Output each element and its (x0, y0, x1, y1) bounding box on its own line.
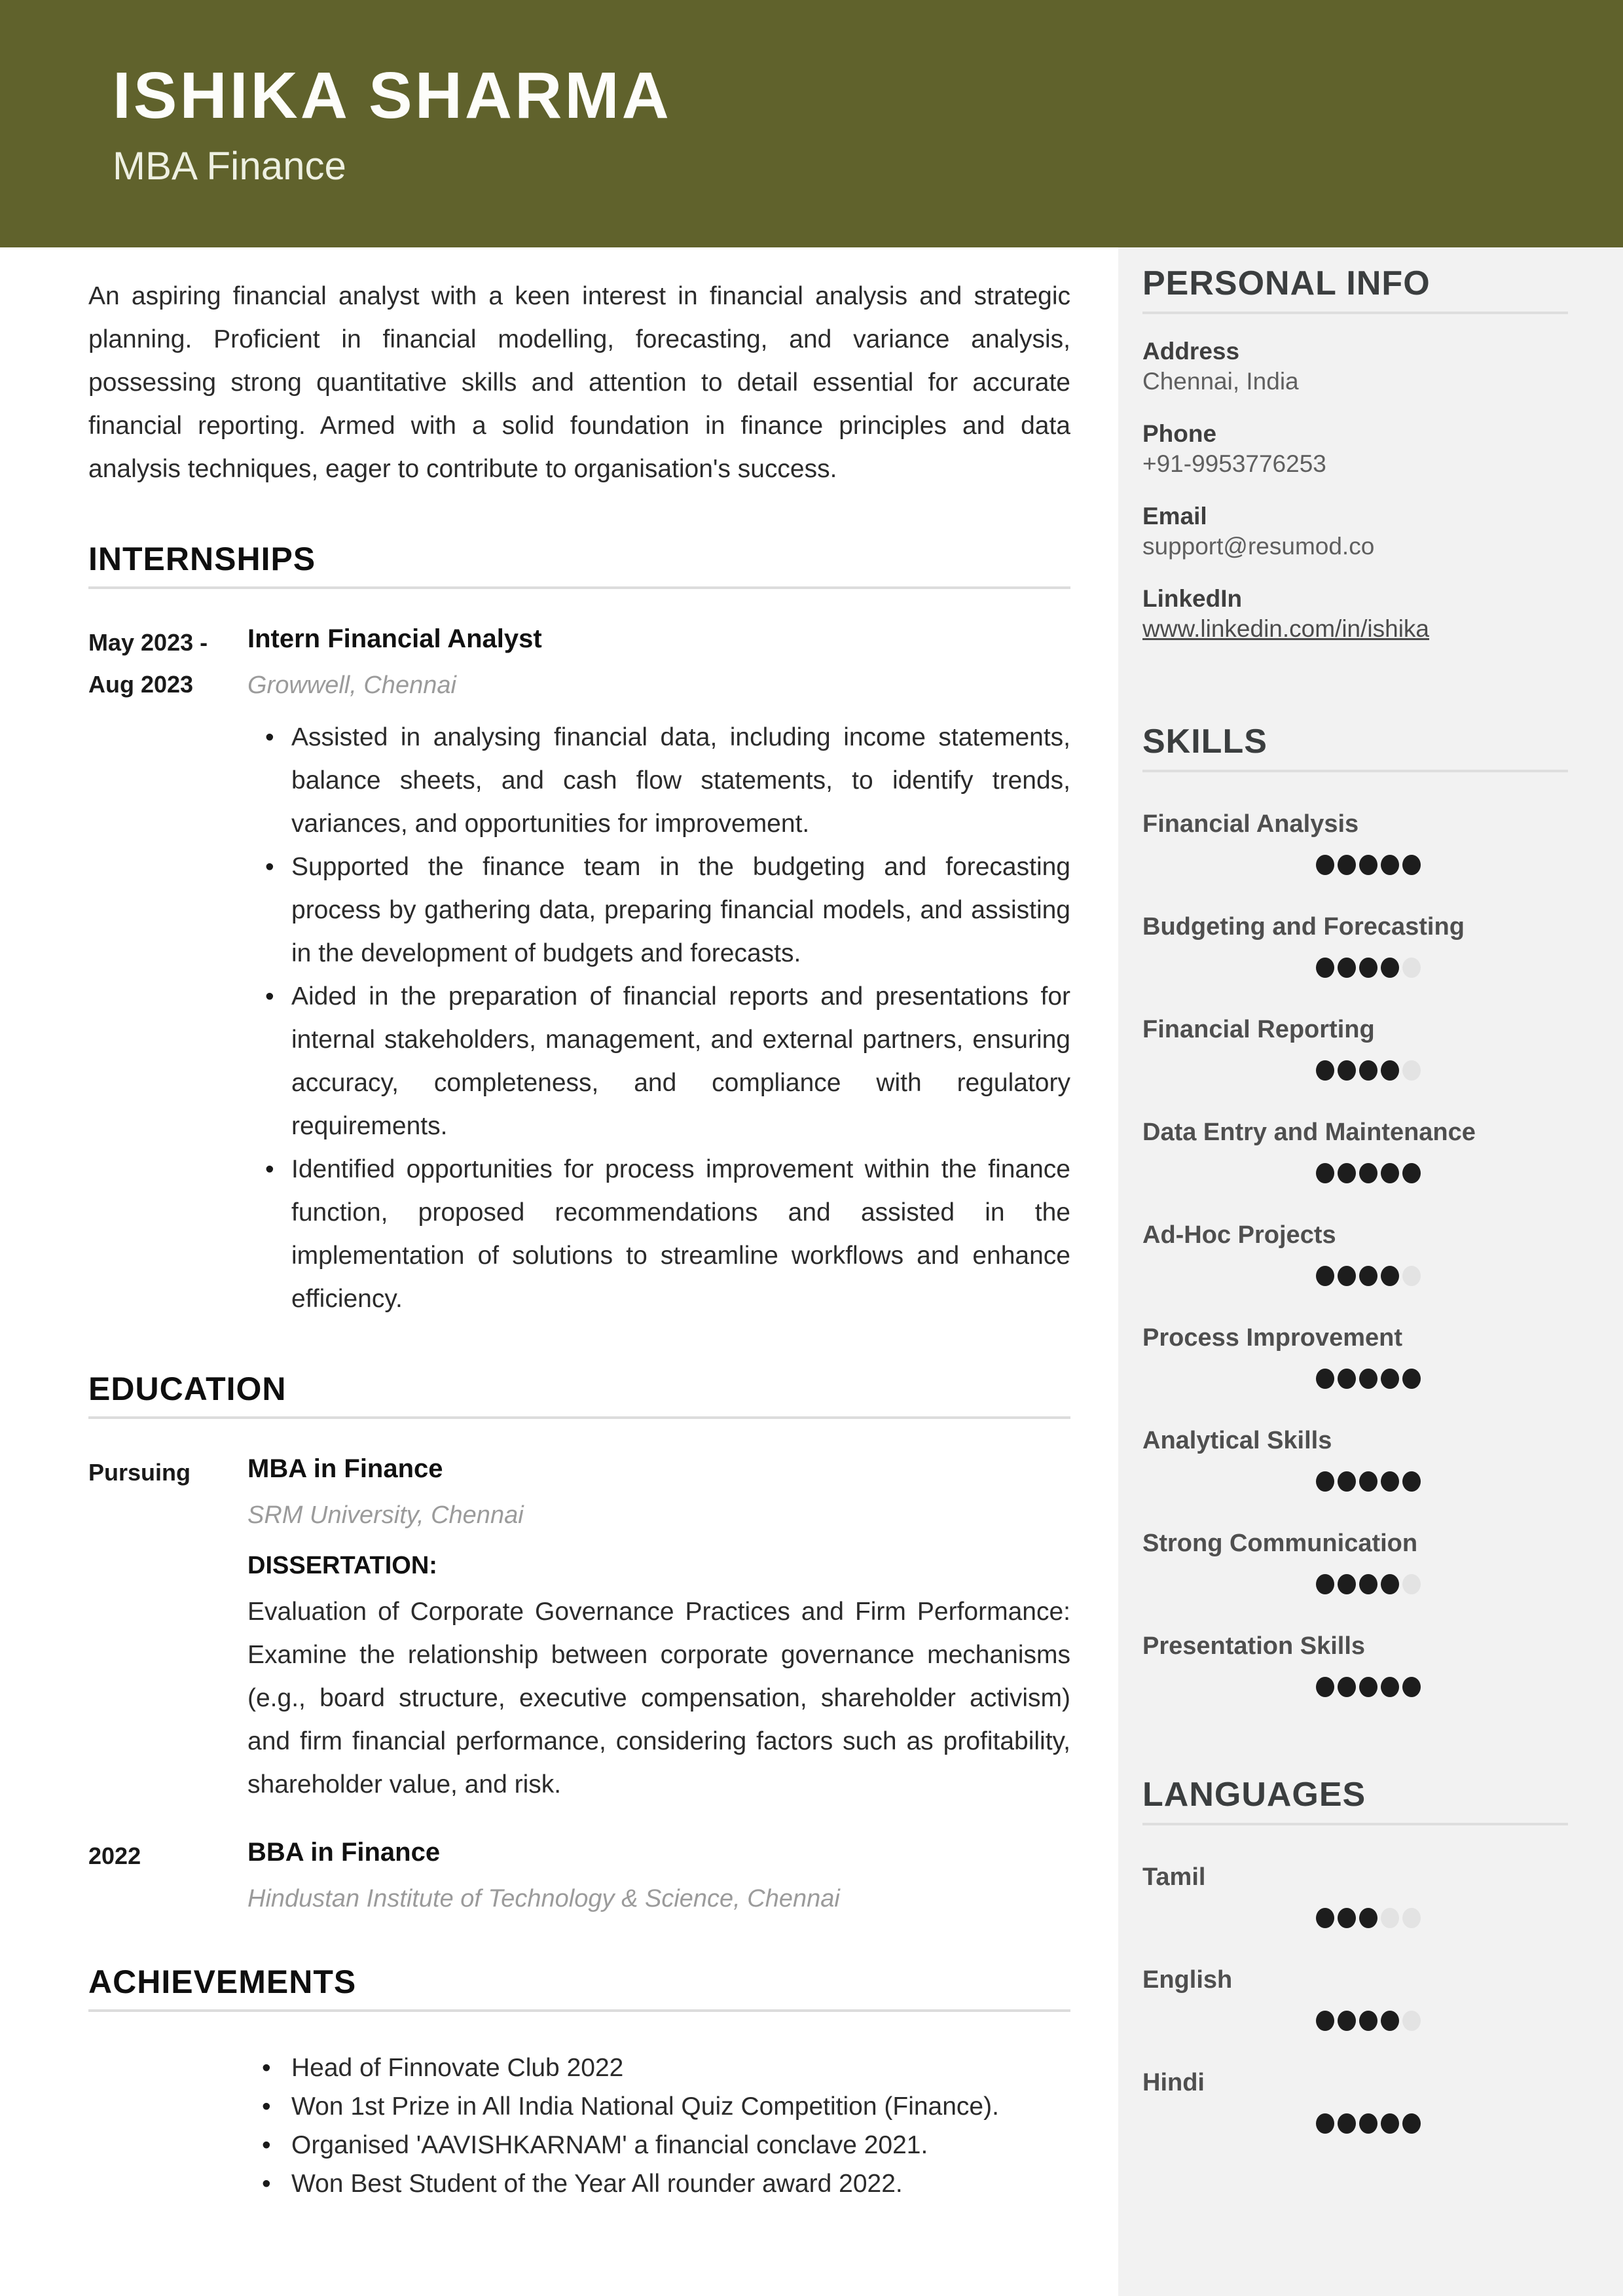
skills-heading: SKILLS (1142, 723, 1267, 761)
internship-bullet-list (247, 716, 1070, 1321)
skill-item (1142, 809, 1568, 875)
rating-dot (1402, 1060, 1421, 1081)
education-date: 2022 (88, 1842, 141, 1869)
school-name: SRM University, Chennai (247, 1501, 524, 1529)
section-divider (88, 2009, 1070, 2012)
degree-title: BBA in Finance (247, 1838, 441, 1867)
achievements-list (88, 2049, 1070, 2203)
education-date: Pursuing (88, 1459, 191, 1486)
section-divider (1142, 312, 1568, 314)
achievements-heading: ACHIEVEMENTS (88, 1964, 357, 2000)
skill-label: Strong Communication (1142, 1530, 1418, 1557)
rating-dot (1316, 1369, 1334, 1389)
rating-dot (1359, 1060, 1377, 1081)
content-columns (0, 247, 1623, 2296)
internship-role: Intern Financial Analyst (247, 624, 542, 653)
rating-dot (1402, 1369, 1421, 1389)
personal-info-item (1142, 419, 1568, 479)
skills-list (1142, 809, 1568, 1697)
rating-dot (1359, 1471, 1377, 1492)
rating-dot (1359, 2113, 1377, 2134)
rating-dot (1359, 1574, 1377, 1594)
rating-dot (1338, 1163, 1356, 1183)
language-item (1142, 2068, 1568, 2134)
internship-dates (88, 622, 247, 1321)
rating-dot (1381, 2011, 1399, 2031)
rating-dot (1402, 1574, 1421, 1594)
rating-dot (1338, 2011, 1356, 2031)
dissertation-text: Evaluation of Corporate Governance Practices and Firm Performance: Examine the relationship between corporate governance mechanisms (e.g., board structure, executive compensation, shareholder activism) and firm financial performance, considering factors such as profitability, shareholder value, and risk. (247, 1598, 1070, 1799)
skill-label: Presentation Skills (1142, 1632, 1366, 1660)
rating-dot (1402, 1908, 1421, 1928)
section-education (88, 1371, 1070, 1914)
rating-dot (1381, 855, 1399, 875)
education-entry-mba (88, 1452, 1070, 1806)
rating-dot (1338, 1574, 1356, 1594)
rating-dot (1402, 958, 1421, 978)
summary-paragraph: An aspiring financial analyst with a keen interest in financial analysis and strategic planning. Proficient in financial modelling, forecasting, and variance analysis, possessing strong quantitative skills and attention to detail essential for accurate financial reporting. Armed with a solid foundation in finance principles and data analysis techniques, eager to contribute to organisation's success. (88, 282, 1070, 483)
language-rating (1142, 2113, 1421, 2134)
skill-rating (1142, 1471, 1421, 1492)
personal-info-list (1142, 336, 1568, 644)
language-label: Tamil (1142, 1863, 1206, 1891)
rating-dot (1381, 1677, 1399, 1697)
section-personal-info (1142, 264, 1568, 644)
skill-rating (1142, 1574, 1421, 1594)
internship-bullet: • Identified opportunities for process improvement within the finance function, proposed recommendations and assisted in the implementation of solutions to streamline workflows and enhance efficiency. (291, 1148, 1070, 1321)
school-name: Hindustan Institute of Technology & Science, Chennai (247, 1885, 840, 1912)
education-heading: EDUCATION (88, 1371, 287, 1407)
person-name: ISHIKA SHARMA (113, 59, 672, 132)
rating-dot (1338, 1369, 1356, 1389)
personal-info-label: Email (1142, 503, 1207, 529)
rating-dot (1381, 1266, 1399, 1286)
section-divider (1142, 1823, 1568, 1825)
skill-rating (1142, 1677, 1421, 1697)
rating-dot (1402, 855, 1421, 875)
internship-bullet: • Assisted in analysing financial data, including income statements, balance sheets, and cash flow statements, to identify trends, variances, and opportunities for improvement. (291, 716, 1070, 846)
rating-dot (1338, 2113, 1356, 2134)
skill-item (1142, 1528, 1568, 1594)
languages-heading: LANGUAGES (1142, 1776, 1366, 1814)
header-band (0, 0, 1623, 247)
rating-dot (1402, 2113, 1421, 2134)
rating-dot (1381, 958, 1399, 978)
skill-label: Analytical Skills (1142, 1427, 1332, 1454)
personal-info-label: Address (1142, 338, 1240, 365)
rating-dot (1316, 1677, 1334, 1697)
rating-dot (1316, 1163, 1334, 1183)
rating-dot (1316, 1266, 1334, 1286)
rating-dot (1381, 1060, 1399, 1081)
skill-rating (1142, 1060, 1421, 1081)
rating-dot (1316, 1060, 1334, 1081)
rating-dot (1359, 1163, 1377, 1183)
rating-dot (1316, 958, 1334, 978)
personal-info-label: Phone (1142, 420, 1217, 447)
rating-dot (1316, 855, 1334, 875)
degree-title: MBA in Finance (247, 1454, 443, 1483)
language-rating (1142, 2011, 1421, 2031)
rating-dot (1316, 1471, 1334, 1492)
rating-dot (1338, 855, 1356, 875)
skill-label: Process Improvement (1142, 1324, 1403, 1352)
personal-info-value: +91-9953776253 (1142, 450, 1326, 477)
skill-item (1142, 1220, 1568, 1286)
skill-item (1142, 912, 1568, 978)
section-internships (88, 541, 1070, 1321)
rating-dot (1402, 1266, 1421, 1286)
internship-details (247, 622, 1070, 1321)
skill-label: Financial Analysis (1142, 810, 1359, 838)
personal-info-item (1142, 584, 1568, 644)
rating-dot (1381, 1369, 1399, 1389)
date-start: May 2023 - (88, 629, 208, 656)
rating-dot (1316, 1574, 1334, 1594)
linkedin-link[interactable]: www.linkedin.com/in/ishika (1142, 615, 1430, 642)
internship-bullet: • Supported the finance team in the budgeting and forecasting process by gathering data, preparing financial models, and assisting in the development of budgets and forecasts. (291, 846, 1070, 975)
personal-info-item (1142, 336, 1568, 397)
achievement-item: • Head of Finnovate Club 2022 (291, 2049, 1070, 2087)
rating-dot (1338, 1677, 1356, 1697)
skill-item (1142, 1323, 1568, 1389)
main-column (0, 247, 1118, 2296)
language-label: English (1142, 1966, 1233, 1994)
internship-entry (88, 622, 1070, 1321)
rating-dot (1402, 1677, 1421, 1697)
section-skills (1142, 723, 1568, 1697)
personal-info-value: Chennai, India (1142, 368, 1299, 395)
skill-item (1142, 1426, 1568, 1492)
skill-label: Financial Reporting (1142, 1016, 1375, 1043)
section-divider (1142, 770, 1568, 772)
date-end: Aug 2023 (88, 671, 194, 698)
rating-dot (1338, 1266, 1356, 1286)
personal-info-heading: PERSONAL INFO (1142, 264, 1431, 302)
skill-rating (1142, 958, 1421, 978)
skill-item (1142, 1631, 1568, 1697)
rating-dot (1359, 855, 1377, 875)
skill-item (1142, 1014, 1568, 1081)
internship-company: Growwell, Chennai (247, 672, 456, 699)
skill-rating (1142, 1266, 1421, 1286)
rating-dot (1316, 2113, 1334, 2134)
skill-label: Ad-Hoc Projects (1142, 1221, 1336, 1249)
rating-dot (1381, 1908, 1399, 1928)
section-divider (88, 586, 1070, 589)
rating-dot (1316, 1908, 1334, 1928)
sidebar (1118, 247, 1623, 2296)
education-details (247, 1835, 1070, 1914)
personal-info-label: LinkedIn (1142, 585, 1243, 612)
rating-dot (1381, 1471, 1399, 1492)
rating-dot (1359, 1908, 1377, 1928)
language-rating (1142, 1908, 1421, 1928)
skill-item (1142, 1117, 1568, 1183)
language-item (1142, 1965, 1568, 2031)
skill-rating (1142, 1369, 1421, 1389)
rating-dot (1402, 1163, 1421, 1183)
rating-dot (1338, 1908, 1356, 1928)
rating-dot (1402, 1471, 1421, 1492)
rating-dot (1381, 1574, 1399, 1594)
skill-rating (1142, 1163, 1421, 1183)
education-details (247, 1452, 1070, 1806)
achievement-item: • Won Best Student of the Year All rounder award 2022. (291, 2164, 1070, 2203)
internship-bullet: • Aided in the preparation of financial reports and presentations for internal stakeholders, management, and external partners, ensuring accuracy, completeness, and compliance with regulatory requirements. (291, 975, 1070, 1148)
rating-dot (1359, 1677, 1377, 1697)
internships-heading: INTERNSHIPS (88, 541, 316, 577)
education-entry-bba (88, 1835, 1070, 1914)
skill-rating (1142, 855, 1421, 875)
dissertation-label: DISSERTATION: (247, 1552, 437, 1579)
rating-dot (1402, 2011, 1421, 2031)
rating-dot (1338, 1471, 1356, 1492)
language-item (1142, 1862, 1568, 1928)
rating-dot (1359, 958, 1377, 978)
section-achievements (88, 1964, 1070, 2203)
rating-dot (1338, 958, 1356, 978)
skill-label: Budgeting and Forecasting (1142, 913, 1465, 941)
languages-list (1142, 1862, 1568, 2134)
achievement-item: • Won 1st Prize in All India National Quiz Competition (Finance). (291, 2087, 1070, 2126)
rating-dot (1359, 2011, 1377, 2031)
personal-info-value: support@resumod.co (1142, 533, 1375, 560)
rating-dot (1381, 1163, 1399, 1183)
section-languages (1142, 1776, 1568, 2134)
rating-dot (1359, 1266, 1377, 1286)
rating-dot (1359, 1369, 1377, 1389)
language-label: Hindi (1142, 2069, 1205, 2096)
rating-dot (1316, 2011, 1334, 2031)
rating-dot (1381, 2113, 1399, 2134)
section-divider (88, 1416, 1070, 1419)
rating-dot (1338, 1060, 1356, 1081)
person-title: MBA Finance (113, 144, 346, 188)
personal-info-item (1142, 501, 1568, 562)
achievement-item: • Organised 'AAVISHKARNAM' a financial conclave 2021. (291, 2126, 1070, 2164)
skill-label: Data Entry and Maintenance (1142, 1119, 1476, 1146)
